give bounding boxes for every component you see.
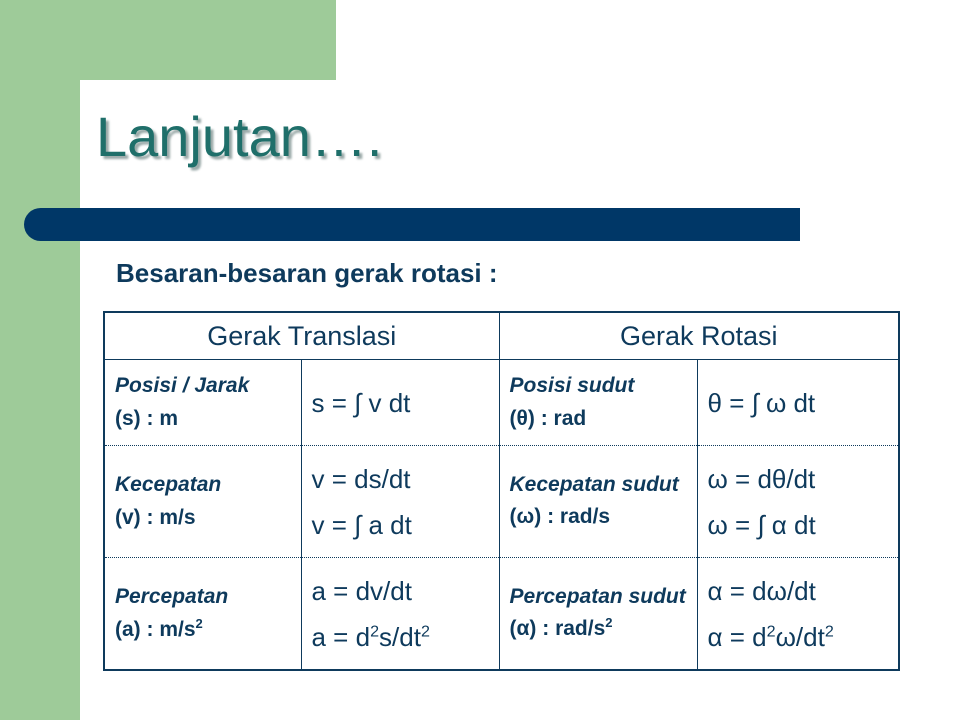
unit-base: (a) : m/s	[115, 617, 196, 641]
rot-quantity-name: Percepatan sudut	[509, 584, 686, 608]
rot-quantity-cell	[499, 360, 697, 446]
rot-formula: θ = ∫ ω dt	[707, 387, 816, 418]
comparison-table	[103, 311, 900, 671]
rot-formula-cell	[697, 446, 899, 558]
trans-formula: v = ∫ a dt	[311, 509, 412, 540]
rot-quantity-name: Posisi sudut	[509, 373, 635, 397]
trans-quantity-name: Kecepatan	[115, 472, 222, 496]
trans-quantity-unit: (s) : m	[115, 406, 178, 430]
formula-exponent: 2	[420, 621, 430, 640]
rot-quantity-cell	[499, 558, 697, 670]
formula-part: s/dt	[379, 621, 421, 652]
formula-part: a = d	[311, 621, 371, 652]
table-row	[104, 558, 899, 670]
trans-quantity-name: Posisi / Jarak	[115, 373, 250, 397]
rot-quantity-unit	[510, 612, 687, 646]
trans-formula: v = ds/dt	[311, 463, 411, 494]
unit-exponent: 2	[605, 614, 613, 630]
trans-quantity-unit	[115, 613, 291, 647]
header-rotation: Gerak Rotasi	[499, 312, 899, 360]
header-translation: Gerak Translasi	[104, 312, 499, 360]
trans-quantity-cell	[104, 360, 301, 446]
unit-exponent: 2	[195, 615, 203, 631]
formula-part: α = d	[707, 621, 767, 652]
trans-quantity-name: Percepatan	[115, 584, 229, 608]
trans-quantity-cell	[104, 446, 301, 558]
rot-formula-cell	[697, 360, 899, 446]
decor-top-block	[80, 0, 336, 80]
trans-formula: s = ∫ v dt	[311, 387, 411, 418]
formula-exponent: 2	[824, 621, 834, 640]
rot-formula: ω = dθ/dt	[707, 463, 816, 494]
rot-formula-cell	[697, 558, 899, 670]
table-header-row	[104, 312, 899, 360]
rot-formula	[708, 614, 889, 660]
rot-quantity-name: Kecepatan sudut	[509, 472, 679, 496]
rot-quantity-unit: (ω) : rad/s	[509, 504, 611, 528]
rot-quantity-cell	[499, 446, 697, 558]
trans-formula-cell	[301, 558, 499, 670]
slide-title: Lanjutan….	[96, 105, 383, 168]
rot-formula: α = dω/dt	[707, 575, 816, 606]
trans-quantity-cell	[104, 558, 301, 670]
trans-quantity-unit: (v) : m/s	[115, 505, 196, 529]
trans-formula-cell	[301, 360, 499, 446]
formula-exponent: 2	[370, 621, 380, 640]
trans-formula: a = dv/dt	[311, 575, 412, 606]
formula-part: ω/dt	[775, 621, 825, 652]
table-row	[104, 360, 899, 446]
table-row	[104, 446, 899, 558]
trans-formula	[312, 614, 489, 660]
decor-left-strip	[0, 0, 80, 720]
trans-formula-cell	[301, 446, 499, 558]
formula-exponent: 2	[766, 621, 776, 640]
rot-quantity-unit: (θ) : rad	[509, 406, 587, 430]
unit-base: (α) : rad/s	[509, 616, 606, 640]
slide-subtitle: Besaran-besaran gerak rotasi :	[116, 258, 498, 288]
title-underline-bar	[24, 208, 800, 241]
rot-formula: ω = ∫ α dt	[707, 509, 816, 540]
